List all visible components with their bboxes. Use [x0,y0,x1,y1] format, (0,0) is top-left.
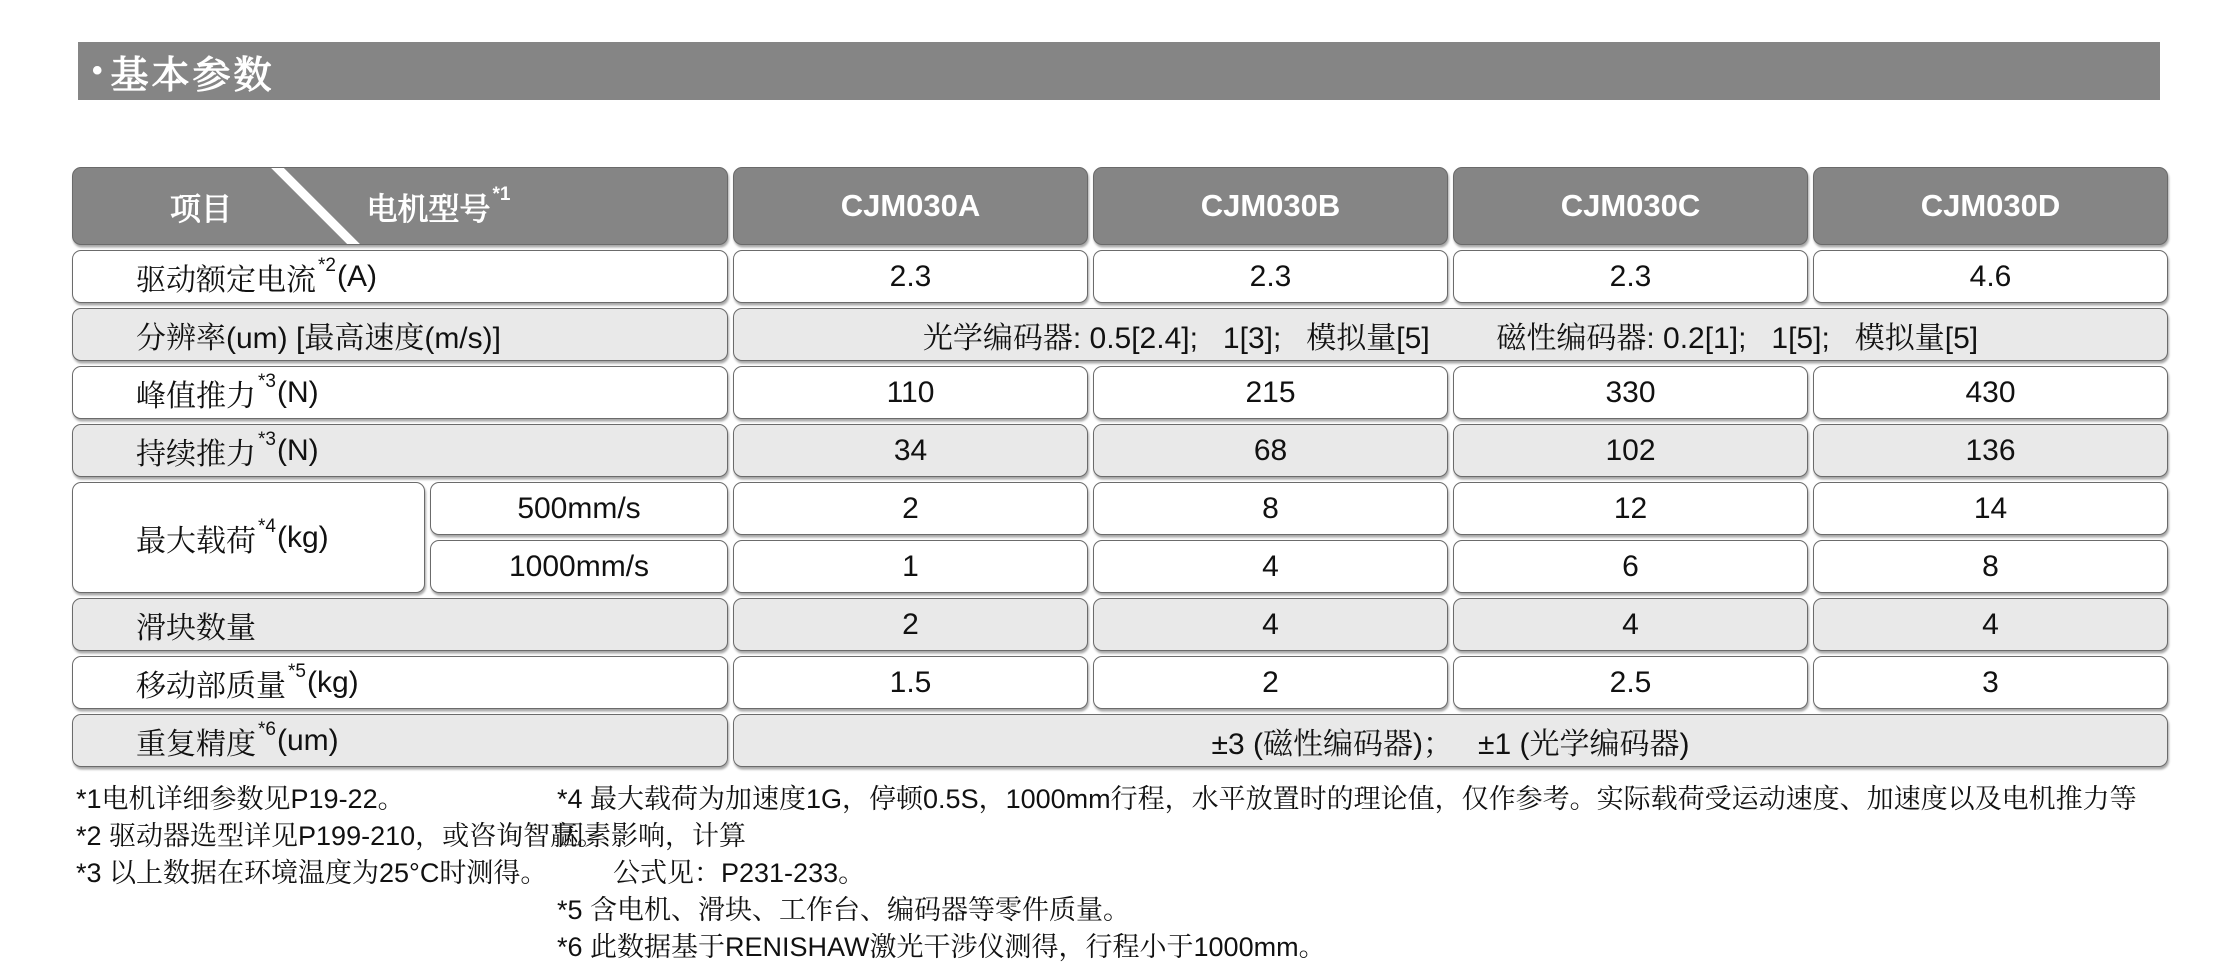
footnote: *1电机详细参数见P19-22。 [76,784,405,814]
spec-table [72,167,2168,767]
footnotes-right [557,781,2162,966]
table-row [72,656,2168,709]
row-label-text: 最大载荷 [136,524,256,558]
row-label-superscript: *4 [258,515,276,537]
row-label-text: 滑块数量 [136,611,256,645]
value-cell: 102 [1453,424,1808,477]
value-cell: 2.3 [1453,250,1808,303]
value-cell: 2 [733,598,1088,651]
row-label-unit: (kg) [306,665,359,699]
row-label-text: 重复精度 [136,727,256,761]
value-cell: 1.5 [733,656,1088,709]
value-cell: 2.5 [1453,656,1808,709]
row-label-cell [72,424,728,477]
value-cell: 2.3 [1093,250,1448,303]
footnote: 公式见：P231-233。 [613,858,866,888]
row-label-cell [72,656,728,709]
sub-label-cell: 1000mm/s [430,540,728,593]
value-cell: 12 [1453,482,1808,535]
value-cell: 1 [733,540,1088,593]
value-cell: 4 [1453,598,1808,651]
title-bullet-icon: • [92,54,103,87]
header-model-column: CJM030A [733,167,1088,245]
value-cell: 2.3 [733,250,1088,303]
table-row [72,308,2168,361]
value-cell: 14 [1813,482,2168,535]
table-row [72,424,2168,477]
table-row [72,482,2168,593]
table-row [72,598,2168,651]
header-item-model-cell [72,167,728,245]
value-cell: 6 [1453,540,1808,593]
row-label-cell [72,598,728,651]
value-cell: 8 [1813,540,2168,593]
merged-value-cell: ±3 (磁性编码器)； ±1 (光学编码器) [733,714,2168,767]
table-row [72,366,2168,419]
row-label-unit: (N) [276,433,319,467]
row-label-unit: (um) [276,723,339,757]
merged-value-cell: 光学编码器: 0.5[2.4]; 1[3]; 模拟量[5] 磁性编码器: 0.2[1]; 1[5]; 模拟量[5] [733,308,2168,361]
row-label-text: 驱动额定电流 [136,263,316,297]
table-header-row [72,167,2168,245]
row-label-superscript: *6 [258,718,276,740]
value-cell: 8 [1093,482,1448,535]
footnotes-left [76,781,604,892]
row-label-unit: (N) [276,375,319,409]
row-label-superscript: *3 [258,370,276,392]
row-label-text: 移动部质量 [136,669,286,703]
table-row [72,250,2168,303]
value-cell: 330 [1453,366,1808,419]
footnote: *3 以上数据在环境温度为25°C时测得。 [76,858,548,888]
row-label-superscript: *2 [318,254,336,276]
value-cell: 2 [733,482,1088,535]
footnote: *4 最大载荷为加速度1G，停顿0.5S，1000mm行程，水平放置时的理论值，仅作参考。实际载荷受运动速度、加速度以及电机推力等因素影响，计算 [557,784,2137,851]
value-cell: 4 [1093,598,1448,651]
header-item-label: 项目 [170,191,232,227]
row-label-unit: (A) [336,259,377,293]
header-model-column: CJM030B [1093,167,1448,245]
value-cell: 4.6 [1813,250,2168,303]
value-cell: 110 [733,366,1088,419]
row-label-cell [72,308,728,361]
section-title-bar [78,42,2160,100]
value-cell: 68 [1093,424,1448,477]
header-model-label [325,168,553,244]
footnote: *5 含电机、滑块、工作台、编码器等零件质量。 [557,895,1131,925]
row-label-cell [72,714,728,767]
row-label-cell [72,250,728,303]
value-cell: 4 [1093,540,1448,593]
header-model-column: CJM030C [1453,167,1808,245]
header-model-text: 电机型号 [366,191,491,227]
row-label-superscript: *3 [258,428,276,450]
row-label-superscript: *5 [288,660,306,682]
header-model-column: CJM030D [1813,167,2168,245]
footnote: *2 驱动器选型详见P199-210，或咨询智赢。 [76,821,605,851]
header-model-superscript: *1 [492,184,511,205]
row-label-cell [72,366,728,419]
row-label-unit: (kg) [276,520,329,554]
value-cell: 3 [1813,656,2168,709]
value-cell: 34 [733,424,1088,477]
row-label-text: 分辨率(um) [最高速度(m/s)] [136,321,501,355]
footnote: *6 此数据基于RENISHAW激光干涉仪测得，行程小于1000mm。 [557,932,1326,962]
value-cell: 430 [1813,366,2168,419]
row-label-cell [72,482,425,593]
row-label-text: 持续推力 [136,437,256,471]
row-label-text: 峰值推力 [136,379,256,413]
value-cell: 136 [1813,424,2168,477]
value-cell: 4 [1813,598,2168,651]
table-row [72,714,2168,767]
value-cell: 2 [1093,656,1448,709]
page-title: 基本参数 [110,54,275,97]
sub-label-cell: 500mm/s [430,482,728,535]
value-cell: 215 [1093,366,1448,419]
